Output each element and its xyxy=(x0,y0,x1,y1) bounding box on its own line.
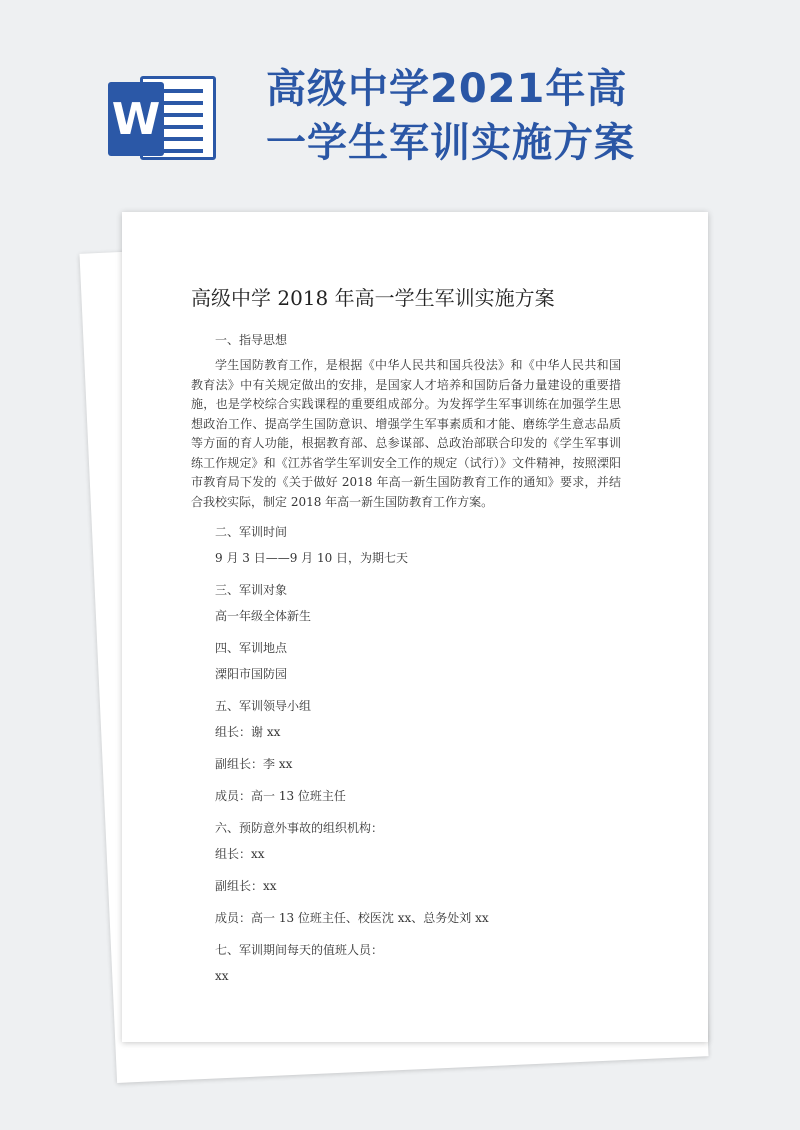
section-heading: 六、预防意外事故的组织机构： xyxy=(215,821,384,835)
list-item: 副组长：李 xx xyxy=(215,757,293,771)
banner-title-line2: 一学生军训实施方案 xyxy=(266,120,635,166)
document-title: 高级中学 2018 年高一学生军训实施方案 xyxy=(191,286,555,310)
section-heading: 七、军训期间每天的值班人员： xyxy=(215,943,384,957)
list-item: 9 月 3 日——9 月 10 日，为期七天 xyxy=(215,551,409,565)
list-item: 成员：高一 13 位班主任 xyxy=(215,789,346,803)
list-item: 组长：xx xyxy=(215,847,265,861)
banner xyxy=(0,0,800,200)
section-heading: 四、军训地点 xyxy=(215,641,288,655)
list-item: 组长：谢 xx xyxy=(215,725,281,739)
document-body xyxy=(191,330,621,986)
list-item: 成员：高一 13 位班主任、校医沈 xx、总务处刘 xx xyxy=(215,911,489,925)
list-item: xx xyxy=(215,969,229,983)
word-logo-letter: W xyxy=(108,82,164,156)
banner-title xyxy=(266,62,686,170)
section-heading: 三、军训对象 xyxy=(215,583,288,597)
list-item: 高一年级全体新生 xyxy=(215,609,312,623)
list-item: 溧阳市国防园 xyxy=(215,667,288,681)
section-heading: 一、指导思想 xyxy=(215,333,288,347)
banner-title-line1: 高级中学2021年高 xyxy=(266,66,628,112)
section-heading: 五、军训领导小组 xyxy=(215,699,312,713)
word-icon xyxy=(108,76,216,160)
list-item: 副组长：xx xyxy=(215,879,277,893)
section-heading: 二、军训时间 xyxy=(215,525,288,539)
document-page xyxy=(122,212,708,1042)
guiding-paragraph: 学生国防教育工作，是根据《中华人民共和国兵役法》和《中华人民共和国教育法》中有关规定做出的安排，是国家人才培养和国防后备力量建设的重要措施，也是学校综合实践课程的重要组成部分。为发挥学生军事训练在加强学生思想政治工作、提高学生国防意识、增强学生军事素质和才能、磨练学生意志品质等方面的育人功能，根据教育部、总参谋部、总政治部联合印发的《学生军事训练工作规定》和《江苏省学生军训安全工作的规定（试行）》文件精神，按照溧阳市教育局下发的《关于做好 2018 年高一新生国防教育工作的通知》要求，并结合我校实际，制定 2018 年高一新生国防教育工作方案。 xyxy=(191,358,621,509)
